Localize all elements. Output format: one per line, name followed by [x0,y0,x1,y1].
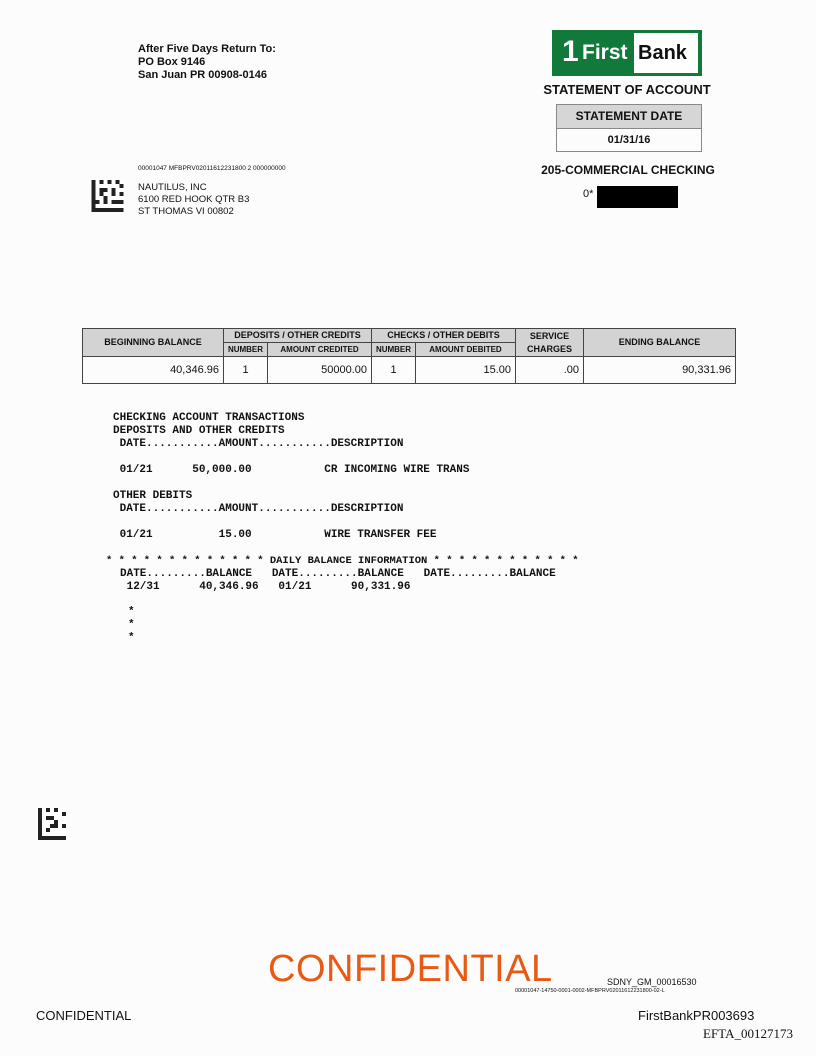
debit-transaction-line: 01/21 15.00 WIRE TRANSFER FEE [113,529,437,541]
deposits-column-header: DATE...........AMOUNT...........DESCRIPTION [113,438,404,450]
value-service-charges: .00 [516,357,584,384]
return-address-line2: PO Box 9146 [138,56,206,68]
statement-date-box [556,104,702,152]
star-line: * [128,606,135,618]
daily-balance-header: DATE.........BALANCE DATE.........BALANCE DATE.........BALANCE [120,568,556,580]
daily-balance-banner: * * * * * * * * * * * * * DAILY BALANCE INFORMATION * * * * * * * * * * * * [106,555,579,567]
efta-id: EFTA_00127173 [703,1026,793,1041]
mail-code: 00001047 MFBPRV02011612231800 2 000000000 [138,165,286,172]
return-address-line1: After Five Days Return To: [138,43,276,55]
account-summary-table [82,328,736,384]
confidential-label: CONFIDENTIAL [36,1008,132,1023]
account-number-prefix: 0* [583,188,594,200]
barcode-2d-icon [91,180,124,212]
confidential-stamp: CONFIDENTIAL [268,948,553,990]
logo-first: First [582,41,628,64]
addressee-block [138,182,249,218]
header-deposits-number: NUMBER [224,343,268,357]
bates-number: SDNY_GM_00016530 [607,977,697,987]
daily-balance-row: 12/31 40,346.96 01/21 90,331.96 [120,581,411,593]
addressee-street: 6100 RED HOOK QTR B3 [138,194,250,205]
logo-bank: Bank [638,42,687,64]
value-ending-balance: 90,331.96 [584,357,736,384]
statement-date-value: 01/31/16 [607,134,651,146]
header-amount-credited: AMOUNT CREDITED [268,343,372,357]
header-beginning-balance: BEGINNING BALANCE [83,329,224,357]
addressee-city: ST THOMAS VI 00802 [138,206,234,217]
value-amount-credited: 50000.00 [268,357,372,384]
account-type: 205-COMMERCIAL CHECKING [541,163,715,177]
transactions-heading: CHECKING ACCOUNT TRANSACTIONS [113,412,305,424]
star-line: * [128,619,135,631]
barcode-2d-icon [38,808,66,840]
statement-date-label: STATEMENT DATE [557,105,701,129]
header-checks: CHECKS / OTHER DEBITS [372,329,516,343]
value-deposits-number: 1 [224,357,268,384]
value-beginning-balance: 40,346.96 [83,357,224,384]
header-ending-balance: ENDING BALANCE [584,329,736,357]
credit-transaction-line: 01/21 50,000.00 CR INCOMING WIRE TRANS [113,464,470,476]
redaction-bar [597,186,678,208]
header-deposits: DEPOSITS / OTHER CREDITS [224,329,372,343]
addressee-name: NAUTILUS, INC [138,182,207,193]
return-address [138,43,276,82]
header-debits-number: NUMBER [372,343,416,357]
return-address-line3: San Juan PR 00908-0146 [138,69,268,81]
value-amount-debited: 15.00 [416,357,516,384]
document-code: 00001047-14750-0001-0002-MFBPRV02011612231800-02-L [515,988,665,994]
debits-heading: OTHER DEBITS [113,490,193,502]
logo-one: 1 [562,35,579,68]
header-amount-debited: AMOUNT DEBITED [416,343,516,357]
firstbank-logo [552,30,702,76]
star-line: * [128,632,135,644]
header-service-charges: SERVICE CHARGES [516,329,584,357]
statement-title: STATEMENT OF ACCOUNT [543,82,711,97]
value-debits-number: 1 [372,357,416,384]
debits-column-header: DATE...........AMOUNT...........DESCRIPTION [113,503,404,515]
logo-bank-box [634,33,698,73]
firstbank-bates-id: FirstBankPR003693 [638,1008,755,1023]
deposits-heading: DEPOSITS AND OTHER CREDITS [113,425,285,437]
